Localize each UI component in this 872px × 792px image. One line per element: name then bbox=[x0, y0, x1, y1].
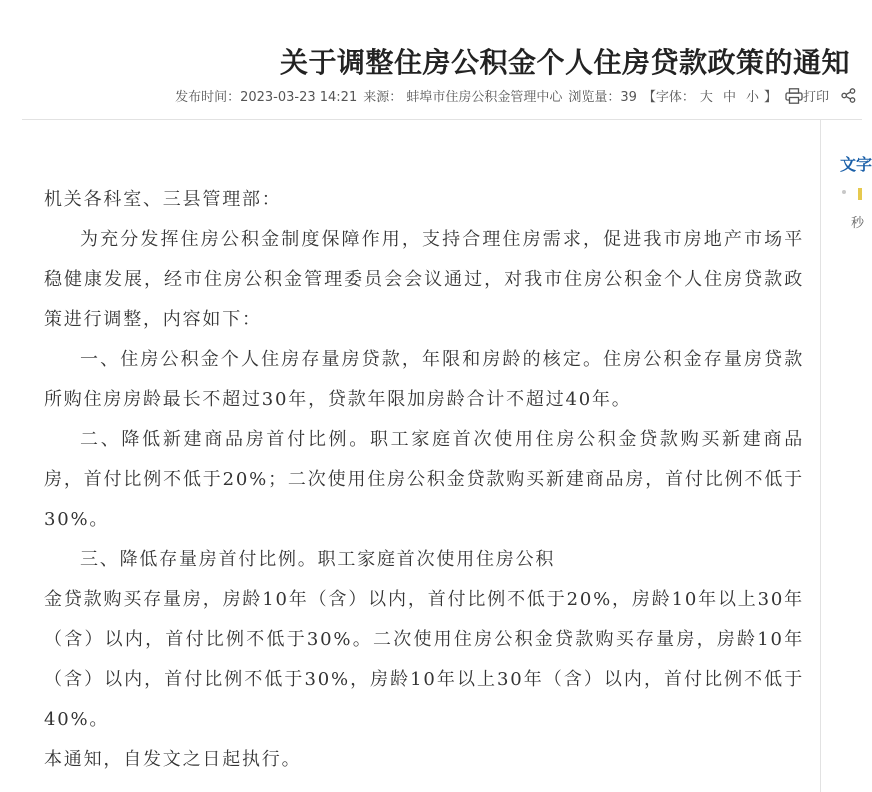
item-three-paragraph: 三、降低存量房首付比例。职工家庭首次使用住房公积 bbox=[80, 549, 556, 570]
sidebar-heading[interactable]: 文字 bbox=[840, 155, 872, 174]
sidebar-item[interactable]: 秒 bbox=[851, 216, 865, 231]
header-divider bbox=[22, 119, 862, 120]
item-one-paragraph: 一、住房公积金个人住房存量房贷款，年限和房龄的核定。住房公积金存量房贷款所购住房房龄最长不超过30年，贷款年限加房龄合计不超过40年。 bbox=[44, 349, 804, 410]
font-medium-button[interactable]: 中 bbox=[722, 90, 736, 105]
font-small-button[interactable]: 小 bbox=[745, 90, 759, 105]
article-meta bbox=[175, 86, 856, 105]
print-button[interactable] bbox=[785, 86, 835, 105]
publish-time: 发布时间：2023-03-23 14:21 bbox=[175, 90, 358, 105]
sidebar-marker bbox=[858, 188, 862, 200]
font-size-bracket: 】 bbox=[763, 90, 777, 105]
salutation: 机关各科室、三县管理部： bbox=[44, 189, 282, 210]
article-body bbox=[44, 180, 804, 780]
intro-paragraph: 为充分发挥住房公积金制度保障作用，支持合理住房需求，促进我市房地产市场平稳健康发展，经市住房公积金管理委员会会议通过，对我市住房公积金个人住房贷款政策进行调整，内容如下： bbox=[44, 229, 804, 330]
share-icon[interactable] bbox=[841, 88, 856, 103]
font-size-label: 【字体： bbox=[642, 90, 695, 105]
closing-paragraph: 本通知，自发文之日起执行。 bbox=[44, 749, 302, 770]
item-two-paragraph: 二、降低新建商品房首付比例。职工家庭首次使用住房公积金贷款购买新建商品房，首付比例不低于20%；二次使用住房公积金贷款购买新建商品房，首付比例不低于30%。 bbox=[44, 429, 804, 530]
source: 来源： 蚌埠市住房公积金管理中心 bbox=[363, 90, 563, 105]
print-label: 打印 bbox=[802, 90, 829, 105]
printer-icon bbox=[785, 88, 803, 104]
sidebar-divider bbox=[820, 120, 821, 792]
page-title: 关于调整住房公积金个人住房贷款政策的通知 bbox=[279, 45, 850, 79]
sidebar-bullet bbox=[842, 190, 846, 194]
font-large-button[interactable]: 大 bbox=[699, 90, 713, 105]
item-three-continued: 金贷款购买存量房，房龄10年（含）以内，首付比例不低于20%，房龄10年以上30年（含）以内，首付比例不低于30%。二次使用住房公积金贷款购买存量房，房龄10年（含）以内，首付比例不低于30%，房龄10年以上30年（含）以内，首付比例不低于40%。 bbox=[44, 589, 804, 730]
view-count: 浏览量：39 bbox=[568, 90, 637, 105]
